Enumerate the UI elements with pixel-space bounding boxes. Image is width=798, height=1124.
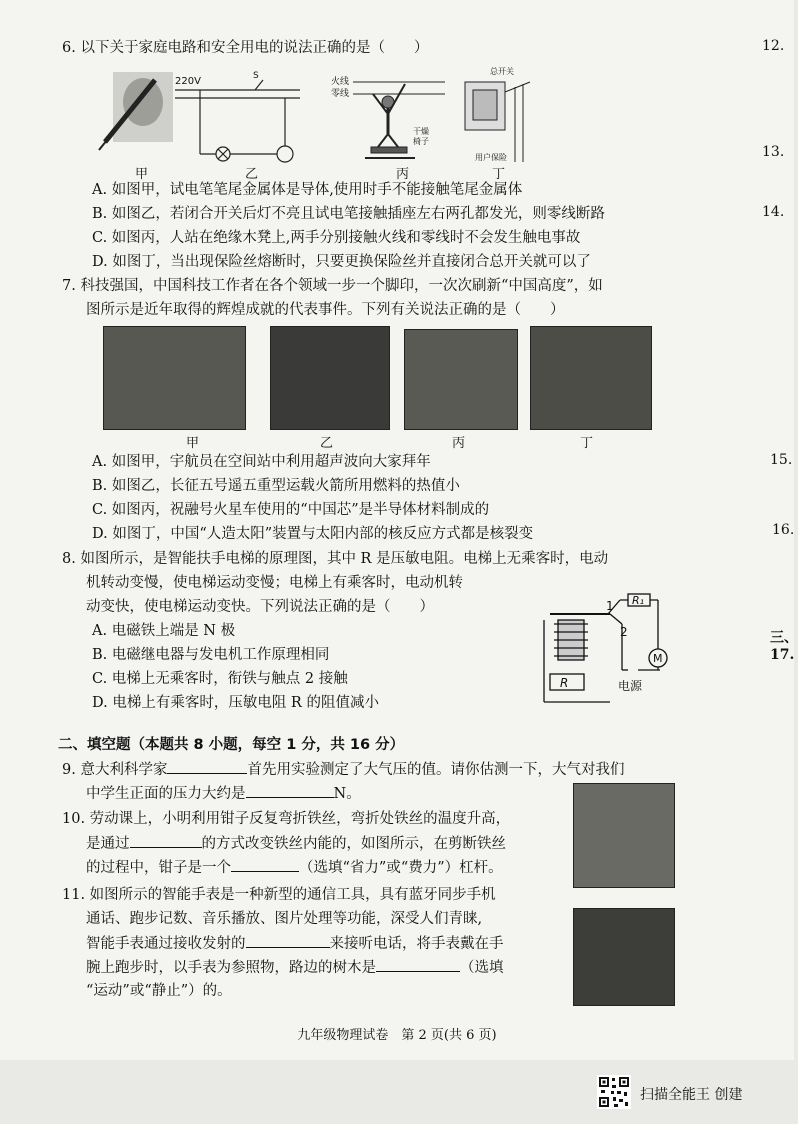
q11-line2: 通话、跑步记数、音乐播放、图片处理等功能，深受人们青睐, [86,911,483,927]
q10-line3 [86,857,503,878]
circuit-figure [175,71,300,162]
margin-q15: 15. [770,452,793,468]
q9-text-c: 中学生正面的压力大约是 [86,786,246,802]
q8-option-a: A. 电磁铁上端是 N 极 [92,623,236,639]
q6-option-a: A. 如图甲，试电笔笔尾金属体是导体,使用时手不能接触笔尾金属体 [92,182,523,198]
q9-blank-2[interactable] [246,783,334,798]
q11-blank-2[interactable] [376,957,460,972]
margin-q17: 17. [770,647,795,663]
q6-option-d: D. 如图丁，当出现保险丝熔断时，只要更换保险丝并直接闭合总开关就可以了 [92,254,591,270]
q11-line5: “运动”或“静止”）的。 [86,983,232,999]
q8-option-b: B. 电磁继电器与发电机工作原理相同 [92,647,330,663]
contact-2-label: 2 [620,625,628,639]
q6-fig-label-c: 丙 [396,167,410,182]
q7-option-a: A. 如图甲，宇航员在空间站中利用超声波向大家拜年 [92,454,431,470]
q7-fig-label-b: 乙 [320,436,334,451]
q11-text-a: 智能手表通过接收发射的 [86,936,246,952]
q7-fig-label-a: 甲 [186,436,200,451]
q10-blank-2[interactable] [231,857,299,872]
main-switch-label: 总开关 [490,67,514,76]
q9-line1 [62,759,624,780]
power-label: 电源 [618,679,643,693]
qr-code-icon [597,1075,631,1109]
person-stool-figure [331,75,445,158]
q9-text-b: 首先用实验测定了大气压的值。请你估测一下，大气对我们 [247,762,625,778]
q9-text-d: N。 [333,786,361,802]
q7-option-b: B. 如图乙，长征五号遥五重型运载火箭所用燃料的热值小 [92,478,460,494]
margin-q14: 14. [762,204,785,220]
q10-blank-1[interactable] [130,833,202,848]
motor-label: M [653,652,663,665]
q11-line1: 11. 如图所示的智能手表是一种新型的通信工具，具有蓝牙同步手机 [62,887,496,903]
q10-text-b: 的方式改变铁丝内能的，如图所示，在剪断铁丝 [201,836,506,852]
q8-stem-line1: 8. 如图所示，是智能扶手电梯的原理图，其中 R 是压敏电阻。电梯上无乘客时，电动 [62,551,609,567]
q6-option-c: C. 如图丙，人站在绝缘木凳上,两手分别接触火线和零线时不会发生触电事故 [92,230,581,246]
section-2-heading: 二、填空题（本题共 8 小题，每空 1 分，共 16 分） [58,737,405,753]
q10-text-a: 是通过 [86,836,130,852]
q11-text-d: （选填 [460,960,504,976]
q8-stem-line2: 机转动变慢，使电梯运动变慢；电梯上有乘客时，电动机转 [86,575,463,591]
q11-line4 [86,957,504,978]
voltage-label: 220V [175,76,201,87]
q6-option-b: B. 如图乙，若闭合开关后灯不亮且试电笔接触插座左右两孔都发光，则零线断路 [92,206,605,222]
page-footer: 九年级物理试卷 第 2 页(共 6 页) [297,1028,497,1043]
scanner-watermark: 扫描全能王 创建 [640,1087,743,1103]
margin-section-3: 三、 [770,630,798,646]
q10-line1: 10. 劳动课上，小明利用钳子反复弯折铁丝，弯折处铁丝的温度升高， [62,811,511,827]
switch-label: S [253,71,259,81]
q7-fig-label-c: 丙 [452,436,466,451]
q8-option-d: D. 电梯上有乘客时，压敏电阻 R 的阻值减小 [92,695,379,711]
q11-line3 [86,933,504,954]
q9-text-a: 9. 意大利科学家 [62,762,168,778]
q7-photo-astronauts [103,326,246,430]
r-label: R [560,676,569,690]
q8-option-c: C. 电梯上无乘客时，衔铁与触点 2 接触 [92,671,348,687]
q9-line2 [86,783,361,804]
q9-blank-1[interactable] [167,759,247,774]
fuse-label: 用户保险 [475,153,507,162]
q10-line2 [86,833,506,854]
q10-text-c: 的过程中，钳子是一个 [86,860,231,876]
r1-label: R₁ [632,594,645,607]
q6-fig-label-d: 丁 [492,167,506,182]
q7-option-d: D. 如图丁，中国“人造太阳”装置与太阳内部的核反应方式都是核裂变 [92,526,534,542]
q6-fig-label-b: 乙 [245,167,259,182]
q7-photo-rocket [270,326,390,430]
stool-label-2: 椅子 [413,137,429,146]
q7-stem-line2: 图所示是近年取得的辉煌成就的代表事件。下列有关说法正确的是（ ） [86,302,565,318]
margin-q16: 16. [772,522,795,538]
q11-smartwatch-photo [573,908,675,1006]
q8-relay-circuit [540,590,685,705]
q10-text-d: （选填“省力”或“费力”）杠杆。 [299,860,503,876]
q10-pliers-photo [573,783,675,888]
main-switch-figure [465,66,530,162]
q11-blank-1[interactable] [246,933,330,948]
q11-text-b: 来接听电话，将手表戴在手 [329,936,504,952]
q7-stem-line1: 7. 科技强国，中国科技工作者在各个领域一步一个脚印，一次次刷新“中国高度”，如 [62,278,603,294]
q7-photo-mars-rover [404,329,518,430]
neutral-wire-label: 零线 [331,89,350,99]
q7-option-c: C. 如图丙，祝融号火星车使用的“中国芯”是半导体材料制成的 [92,502,490,518]
contact-1-label: 1 [606,599,614,613]
margin-q12: 12. [762,38,785,54]
q6-fig-label-a: 甲 [135,167,149,182]
q11-text-c: 腕上跑步时，以手表为参照物，路边的树木是 [86,960,376,976]
q7-fig-label-d: 丁 [580,436,594,451]
q7-photo-artificial-sun [530,326,652,430]
q8-stem-line3: 动变快，使电梯运动变快。下列说法正确的是（ ） [86,599,434,615]
stool-label-1: 干燥 [413,127,429,136]
live-wire-label: 火线 [331,77,350,87]
q6-figures [95,62,555,182]
test-pen-figure [99,72,173,150]
q6-stem: 6. 以下关于家庭电路和安全用电的说法正确的是（ ） [62,40,429,56]
margin-q13: 13. [762,144,785,160]
